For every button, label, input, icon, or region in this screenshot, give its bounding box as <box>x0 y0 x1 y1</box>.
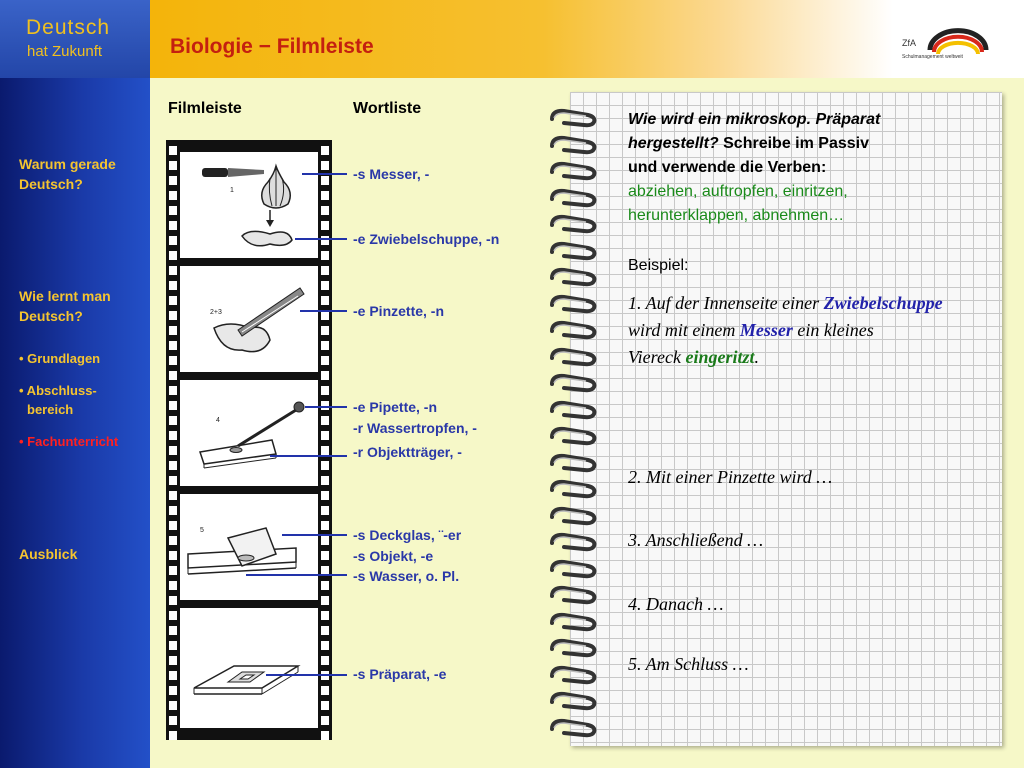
pipette-slide-illustration <box>180 380 318 486</box>
film-perforation <box>169 206 177 215</box>
spiral-ring <box>548 477 598 503</box>
film-perforation <box>169 146 177 155</box>
film-perforation <box>321 251 329 260</box>
film-perforation <box>321 146 329 155</box>
film-perforation <box>169 281 177 290</box>
spiral-ring <box>548 557 598 583</box>
sidebar <box>0 0 150 768</box>
film-perforation <box>321 461 329 470</box>
word-objekt: -s Objekt, -e <box>353 548 434 564</box>
film-perforation <box>321 371 329 380</box>
example-text: Viereck <box>628 347 686 367</box>
zfa-logo[interactable] <box>900 28 990 64</box>
film-perforation <box>169 236 177 245</box>
film-perforation <box>321 551 329 560</box>
film-frame-5 <box>180 608 318 728</box>
spiral-ring <box>548 636 598 662</box>
film-perforation <box>321 701 329 710</box>
logo-line2: hat Zukunft <box>27 43 103 60</box>
spiral-ring <box>548 265 598 291</box>
film-perforation <box>321 356 329 365</box>
spiral-ring <box>548 345 598 371</box>
film-perforation <box>321 626 329 635</box>
spiral-ring <box>548 318 598 344</box>
spiral-ring <box>548 398 598 424</box>
finished-slide-illustration <box>180 608 318 728</box>
film-perforation <box>169 251 177 260</box>
example-heading: Beispiel: <box>628 257 689 274</box>
verb-list-line2: herunterklappen, abnehmen… <box>628 207 845 224</box>
spiral-ring <box>548 133 598 159</box>
word-deckglas: -s Deckglas, ¨-er <box>353 527 462 543</box>
film-perforation <box>321 191 329 200</box>
example-text: wird mit einem <box>628 320 740 340</box>
film-perforation <box>169 596 177 605</box>
film-perforation <box>321 641 329 650</box>
film-perforation <box>169 716 177 725</box>
film-perforation <box>321 281 329 290</box>
verb-list-line1: abziehen, auftropfen, einritzen, <box>628 183 848 200</box>
film-perforation <box>169 551 177 560</box>
spiral-ring <box>548 610 598 636</box>
frame-number: 5 <box>200 527 204 534</box>
film-perforation <box>169 656 177 665</box>
sentence-5: 5. Am Schluss … <box>628 654 749 674</box>
film-perforation <box>321 416 329 425</box>
film-perforation <box>169 221 177 230</box>
example-text: 1. Auf der Innenseite einer <box>628 293 824 313</box>
tweezers-illustration <box>180 266 318 372</box>
film-perforation <box>169 491 177 500</box>
page-title: Biologie − Filmleiste <box>170 35 374 58</box>
film-perforation <box>321 536 329 545</box>
film-perforation <box>169 611 177 620</box>
film-perforation <box>169 731 177 740</box>
spiral-ring <box>548 186 598 212</box>
spiral-ring <box>548 292 598 318</box>
wortliste-heading: Wortliste <box>353 100 422 117</box>
film-perforation <box>169 506 177 515</box>
nav-fachunterricht[interactable]: • Fachunterricht <box>19 434 119 449</box>
film-perforation <box>169 356 177 365</box>
film-perforation <box>169 641 177 650</box>
example-text: . <box>754 347 759 367</box>
film-perforation <box>321 161 329 170</box>
filmleiste-heading: Filmleiste <box>168 100 242 117</box>
film-strip <box>166 140 332 740</box>
film-frame-3 <box>180 380 318 486</box>
film-perforation <box>169 671 177 680</box>
film-perforation <box>321 491 329 500</box>
example-sentence <box>628 290 998 371</box>
film-perforation <box>321 176 329 185</box>
film-perforation <box>169 416 177 425</box>
spiral-ring <box>548 239 598 265</box>
deutsch-hat-zukunft-logo[interactable] <box>0 0 150 78</box>
sentence-3: 3. Anschließend … <box>628 530 764 550</box>
leader-line <box>246 574 347 576</box>
film-perforation <box>169 581 177 590</box>
word-messer: -s Messer, - <box>353 166 430 182</box>
task-question-line2-rest: Schreibe im Passiv <box>718 135 869 152</box>
film-perforation <box>169 176 177 185</box>
spiral-ring <box>548 106 598 132</box>
spiral-ring <box>548 504 598 530</box>
film-perforation <box>169 446 177 455</box>
film-perforation <box>321 476 329 485</box>
word-zwiebelschuppe: -e Zwiebelschuppe, -n <box>353 231 500 247</box>
example-text: ein kleines <box>792 320 874 340</box>
film-perforation <box>321 206 329 215</box>
film-perforation <box>169 296 177 305</box>
film-perforation <box>169 536 177 545</box>
spiral-ring <box>548 530 598 556</box>
film-frame-2 <box>180 266 318 372</box>
word-pinzette: -e Pinzette, -n <box>353 303 445 319</box>
film-perforation <box>169 371 177 380</box>
film-perforation <box>169 326 177 335</box>
nav-ausblick[interactable]: Ausblick <box>19 546 78 562</box>
leader-line <box>266 674 347 676</box>
film-perforation <box>321 386 329 395</box>
leader-line <box>302 173 347 175</box>
film-perforation <box>169 461 177 470</box>
sentence-4: 4. Danach … <box>628 594 724 614</box>
leader-line <box>305 406 347 408</box>
zfa-logo-subtext: Schulmanagement weltweit <box>902 54 963 60</box>
film-perforation <box>321 596 329 605</box>
film-perforation <box>169 311 177 320</box>
film-perforation <box>321 521 329 530</box>
task-question <box>628 108 988 180</box>
word-wasser: -s Wasser, o. Pl. <box>353 568 460 584</box>
sentence-2: 2. Mit einer Pinzette wird … <box>628 467 833 487</box>
logo-line1: Deutsch <box>26 16 111 39</box>
zfa-logo-text: ZfA <box>902 38 917 48</box>
film-frame-4 <box>180 494 318 600</box>
film-perforation <box>169 266 177 275</box>
spiral-ring <box>548 663 598 689</box>
film-perforation <box>321 266 329 275</box>
spiral-ring <box>548 212 598 238</box>
nav-abschlussbereich[interactable]: • Abschluss- <box>19 383 97 398</box>
header-bar <box>150 0 1024 78</box>
film-perforation <box>321 221 329 230</box>
keyword-zwiebelschuppe: Zwiebelschuppe <box>823 293 943 313</box>
film-perforation <box>169 476 177 485</box>
film-perforation <box>169 566 177 575</box>
task-question-line3: und verwende die Verben: <box>628 159 827 176</box>
knife-onion-illustration <box>180 152 318 258</box>
film-perforation <box>321 341 329 350</box>
spiral-ring <box>548 424 598 450</box>
leader-line <box>282 534 347 536</box>
word-objekttraeger: -r Objektträger, - <box>353 444 462 460</box>
word-praeparat: -s Präparat, -e <box>353 666 447 682</box>
film-perforation <box>169 161 177 170</box>
film-perforation <box>321 686 329 695</box>
film-perforation <box>321 581 329 590</box>
film-perforation <box>169 431 177 440</box>
film-perforation <box>169 401 177 410</box>
word-wassertropfen: -r Wassertropfen, - <box>353 420 477 436</box>
film-frame-1 <box>180 152 318 258</box>
spiral-ring <box>548 371 598 397</box>
film-perforation <box>169 191 177 200</box>
film-perforation <box>321 731 329 740</box>
film-perforation <box>321 506 329 515</box>
spiral-ring <box>548 583 598 609</box>
frame-number: 4 <box>216 417 220 424</box>
frame-number: 2+3 <box>210 309 222 316</box>
film-perforation <box>169 686 177 695</box>
film-perforation <box>321 611 329 620</box>
spiral-ring <box>548 689 598 715</box>
film-perforation <box>321 716 329 725</box>
film-perforation <box>169 701 177 710</box>
task-question-line1: Wie wird ein mikroskop. Präparat <box>628 111 881 128</box>
leader-line <box>270 455 347 457</box>
film-perforation <box>169 626 177 635</box>
frame-number: 1 <box>230 187 234 194</box>
spiral-ring <box>548 159 598 185</box>
nav-warum-gerade-deutsch[interactable]: Warum gerade Deutsch? <box>19 156 116 192</box>
film-perforation <box>169 341 177 350</box>
task-question-line2: hergestellt? <box>628 135 719 152</box>
film-perforation <box>321 431 329 440</box>
leader-line <box>295 238 347 240</box>
film-perforation <box>169 521 177 530</box>
film-perforation <box>169 386 177 395</box>
nav-grundlagen[interactable]: • Grundlagen <box>19 351 101 366</box>
word-pipette: -e Pipette, -n <box>353 399 438 415</box>
nav-wie-lernt-man-deutsch[interactable]: Wie lernt man Deutsch? <box>19 288 111 324</box>
cover-glass-illustration <box>180 494 318 600</box>
keyword-messer: Messer <box>739 320 793 340</box>
film-perforation <box>321 446 329 455</box>
film-perforation <box>321 311 329 320</box>
film-perforation <box>321 326 329 335</box>
nav-abschlussbereich-cont[interactable]: bereich <box>27 402 74 417</box>
film-perforation <box>321 656 329 665</box>
spiral-ring <box>548 451 598 477</box>
keyword-eingeritzt: eingeritzt <box>685 347 755 367</box>
spiral-ring <box>548 716 598 742</box>
film-perforation <box>321 296 329 305</box>
leader-line <box>300 310 347 312</box>
